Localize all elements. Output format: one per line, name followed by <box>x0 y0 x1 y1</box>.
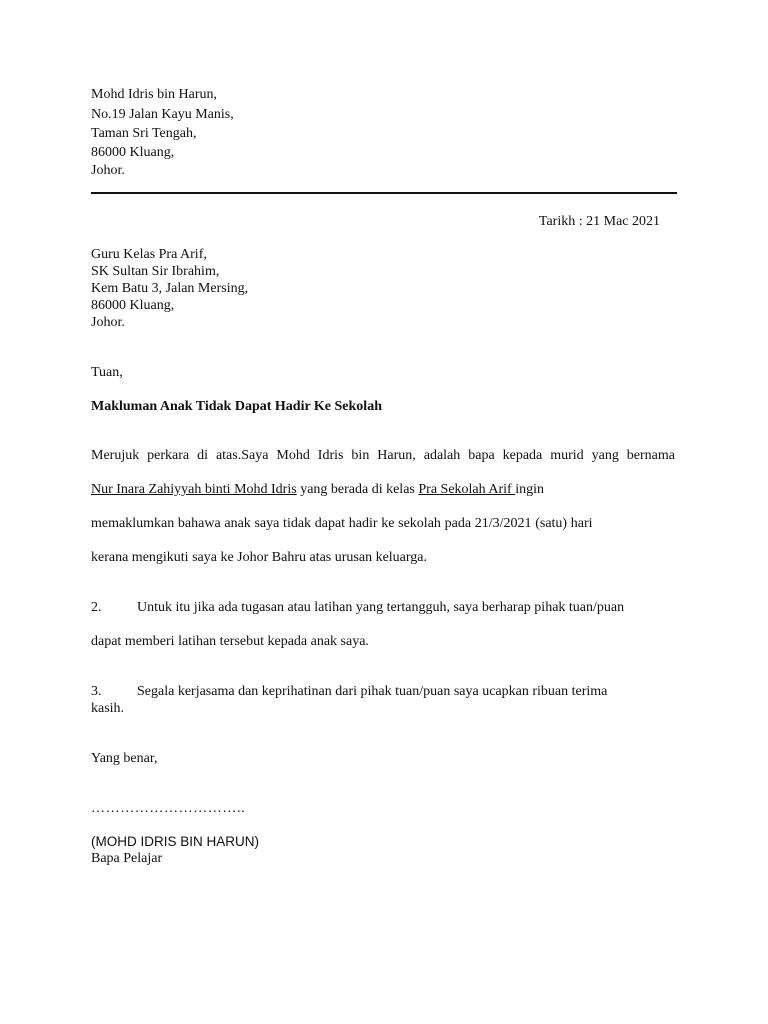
paragraph-line <box>91 683 607 701</box>
paragraph-number: 2. <box>91 600 102 615</box>
paragraph-line: kerana mengikuti saya ke Johor Bahru atas urusan keluarga. <box>91 550 428 565</box>
recipient-line: Kem Batu 3, Jalan Mersing, <box>91 281 249 296</box>
sender-line: 86000 Kluang, <box>91 145 175 160</box>
text-fragment: Segala kerjasama dan keprihatinan dari pihak tuan/puan saya ucapkan ribuan terima <box>137 684 608 699</box>
paragraph-line <box>91 481 544 499</box>
closing: Yang benar, <box>91 751 158 766</box>
signer-name: (MOHD IDRIS BIN HARUN) <box>91 834 259 849</box>
sender-line: Johor. <box>91 163 125 178</box>
student-name: Nur Inara Zahiyyah binti Mohd Idris <box>91 482 297 497</box>
text-fragment: ingin <box>515 482 544 497</box>
signer-title: Bapa Pelajar <box>91 851 163 866</box>
paragraph-line: kasih. <box>91 701 125 716</box>
recipient-line: 86000 Kluang, <box>91 298 175 313</box>
letter-subject: Makluman Anak Tidak Dapat Hadir Ke Sekolah <box>91 399 382 414</box>
signature-line: ………………………….. <box>91 801 246 816</box>
header-divider <box>91 192 677 194</box>
class-name: Pra Sekolah Arif <box>418 482 516 497</box>
salutation: Tuan, <box>91 365 123 380</box>
paragraph-line: Merujuk perkara di atas.Saya Mohd Idris bin Harun, adalah bapa kepada murid yang bernama <box>91 448 675 463</box>
sender-line: No.19 Jalan Kayu Manis, <box>91 107 234 122</box>
text-fragment: yang berada di kelas <box>296 482 419 497</box>
recipient-line: Guru Kelas Pra Arif, <box>91 247 207 262</box>
paragraph-line <box>91 599 624 617</box>
text-fragment: Untuk itu jika ada tugasan atau latihan yang tertangguh, saya berharap pihak tuan/puan <box>137 600 625 615</box>
sender-line: Taman Sri Tengah, <box>91 126 197 141</box>
paragraph-line: dapat memberi latihan tersebut kepada anak saya. <box>91 634 369 649</box>
paragraph-line: memaklumkan bahawa anak saya tidak dapat hadir ke sekolah pada 21/3/2021 (satu) hari <box>91 516 593 531</box>
letter-date: Tarikh : 21 Mac 2021 <box>538 214 660 229</box>
recipient-line: Johor. <box>91 315 125 330</box>
paragraph-number: 3. <box>91 684 102 699</box>
sender-line: Mohd Idris bin Harun, <box>91 87 217 102</box>
recipient-line: SK Sultan Sir Ibrahim, <box>91 264 220 279</box>
